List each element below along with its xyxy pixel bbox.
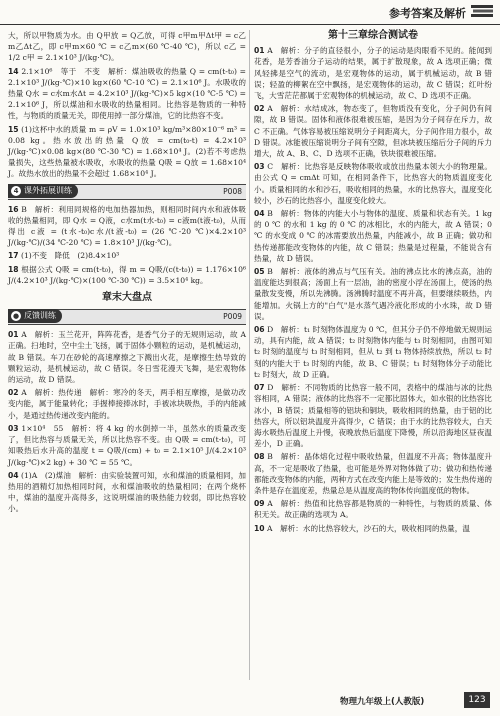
page-header — [0, 0, 500, 25]
answer-item: 02 A 解析：热传递 解析：寒冷的冬天，两手相互摩擦，是做功改变内能，属于能量转化；手握棒接捧冰时，手被冰块吸热，手的内能减小，是通过热传递改变内能的。 — [8, 388, 246, 420]
answer-item: 01 A 解析：玉兰花开，阵阵花香，是香气分子的无规则运动，故 A 正确。扫地时，空中尘土飞扬，属于固体小颗粒的运动，是机械运动，故 B 错误。车刀在砂轮的高速摩擦之下溅出火花，是摩擦生热导致的颗粒运动，是机械运动，故 C 错误。冬日雪花漫天飞舞，是宏观物体的运动，故 D 错误。 — [8, 330, 246, 385]
answer-item: 03 C 解析：比热容是反映物体吸收或放出热量本领大小的物理量。由公式 Q = cmΔt 可知，在相同条件下，比热容大的物质温度变化小。质量相同的水和沙石，吸收相同的热量，水的比热容大，温度变化较小，沙石的比热容小，温度变化较大。 — [254, 162, 492, 205]
answer-item: 03 1×10⁴ 55 解析：将 4 kg 的水倒掉一半，虽然水的质量改变了，但比热容与质量无关，所以比热容不变。由 Q吸 = cm(t-t₀)，可知吸热后水升高的温度 t = Q吸/(cm) + t₀ = 2.1×10⁵ J/(4.2×10³ J/(kg·℃)×2 kg) + 30 ℃ = 55 ℃。 — [8, 423, 246, 467]
answer-item: 09 A 解析：热值和比热容都是物质的一种特性，与物质的质量、体积无关。故正确的选项为 A。 — [254, 499, 492, 520]
left-bottom-items — [8, 329, 246, 514]
answer-item: 02 A 解析：水结成冰，物态变了，但物质没有变化，分子间仍有间隙，故 B 错误。固体和液体很难被压缩，是因为分子间存在斥力，故 C 不正确。气体容易被压缩说明分子间距离大，分子间作用力很小，故 D 错误。冰能被压缩说明分子间有空隙，但冰块被压缩后分子间的斥力增大，故 A、B、C、D 选项不正确，铁块很难被压缩。 — [254, 104, 492, 159]
answer-item: 05 B 解析：液体的沸点与气压有关。油的沸点比水的沸点高，油的温度能达到很高；汤面上有一层油，油的密度小浮在汤面上，使汤的热量散发变慢，所以先沸腾。汤沸腾时温度不再升高，但要继续吸热，内能增加。火锅上方的"白气"是水蒸气遇冷液化形成的小水珠，故 D 错误。 — [254, 267, 492, 321]
column-divider — [249, 30, 250, 680]
answer-item: 15 (1)这杯中水的质量 m = ρV = 1.0×10³ kg/m³×80×10⁻⁶ m³ = 0.08 kg。热水放出的热量 Q放 = cm(t₀-t) = 4.2×10³ J/(kg·℃)×0.08 kg×(80 ℃-30 ℃) = 1.68×10⁴ J。(2)若不考虑热量损失，这些热量被水吸收，水吸收的热量 Q吸 = Q放 = 1.68×10⁴ J。故热水放出的热量不会超过 1.68×10⁴ J。 — [8, 124, 246, 179]
section-badge: 4 课外拓展训练 — [8, 184, 78, 198]
right-column — [254, 30, 492, 536]
answer-item: 04 B 解析：物体的内能大小与物体的温度、质量和状态有关。1 kg 的 0 ℃ 的水和 1 kg 的 0 ℃ 的冰相比，水的内能大，故 A 错误；0 ℃ 的水变成 0 ℃ 的冰需要放出热量，内能减小，故 B 正确；做功和热传递都能改变物体的内能，故 C 错误；热量是过程量，不能说含有热量，故 D 错误。 — [254, 209, 492, 263]
answer-item: 07 D 解析：不同物质的比热容一般不同，表格中的煤油与冰的比热容相同，A 错误；液体的比热容不一定都比固体大，如水银的比热容比冰小，B 错误；质量相等的铝块和铜块，吸收相同的热量，由于铝的比热容大，所以铝块温度升高得少，C 错误；由于水的比热容较大，白天海水吸热后温度上升慢，夜晚放热后温度下降慢，所以沿海地区昼夜温差小，D 正确。 — [254, 383, 492, 449]
page-footer — [340, 692, 490, 710]
answer-item: 06 D 解析：t₁ 时刻物体温度为 0 ℃，但其分子仍不停地做无规则运动，具有内能，故 A 错误；t₂ 时刻物体内能与 t₃ 时刻相同，由图可知 t₂ 时刻的温度与 t₃ 时刻相同，但从 t₂ 到 t₃ 物体持续放热，所以 t₂ 时刻的内能大于 t₃ 时刻的内能，故 B、C 错误；t₁ 时刻物体分子动能比 t₂ 时刻大，故 D 正确。 — [254, 325, 492, 379]
section-page-ref: P008 — [223, 186, 242, 196]
answer-item: 10 A 解析：水的比热容较大，沙石的大，吸收相同的热量，温 — [254, 523, 470, 533]
answer-item: 16 B 解析：利用同规格的电加热器加热，则相同时间内水和液体吸收的热量相同，即 Q水 = Q液，c水m(t水-t₀) = c液m(t液-t₀)，从而得出 c液 = (t水-t₀)c水/(t液-t₀) = (26 ℃-20 ℃)×4.2×10³ J/(kg·℃)/(34 ℃-20 ℃) = 1.8×10³ J/(kg·℃)。 — [8, 204, 246, 248]
answer-item: 18 根据公式 Q吸 = cm(t-t₀)，得 m = Q吸/(c(t-t₀)) = 1.176×10⁶ J/(4.2×10³ J/(kg·℃)×(100 ℃-30 ℃)) = 3.5×10⁴ kg。 — [8, 264, 246, 285]
header-title: 参考答案及解析 — [389, 7, 466, 20]
section-bar-extension — [8, 184, 246, 200]
answer-item: 04 (1)A (2)煤油 解析：由实验装置可知，水和煤油的质量相同，加热用的酒精灯加热相同时间，水和煤油吸收的热量相同；在两个烧杯中，煤油的温度升高得多，这说明煤油的吸热能力较弱，即比热容较小。 — [8, 470, 246, 514]
page-number: 123 — [464, 692, 490, 708]
left-column — [8, 30, 246, 517]
book-stack-icon — [470, 3, 494, 19]
feedback-dot-icon: ● — [12, 312, 20, 321]
answer-item: 01 A 解析：分子的直径很小，分子的运动是肉眼看不见的。能闻到花香，是芳香油分子运动的结果，属于扩散现象，故 A 选项正确；微风轻拂是空气的流动，是宏观物体的运动，属于机械运动，故 B 错误；轻盈的柳絮在空中飘扬，是宏观物体的运动，故 C 错误；红叶纷飞，大雪茫茫都属于宏观物体的机械运动，故 C、D 选项不正确。 — [254, 46, 492, 101]
footer-book-title: 物理九年级上(人教版) — [340, 697, 425, 707]
answer-item: 08 B 解析：晶体熔化过程中吸收热量，但温度不升高；物体温度升高，不一定是吸收了热量，也可能是外界对物体做了功；做功和热传递都能改变物体的内能，两种方式在改变内能上是等效的；发生热传递的条件是存在温度差，热量总是从温度高的物体传向温度低的物体。 — [254, 452, 492, 495]
section-badge: ● 反馈训练 — [8, 309, 62, 323]
section-bar-feedback — [8, 309, 246, 325]
chapter-test-title: 第十三章综合测试卷 — [328, 30, 418, 41]
section-page-ref: P009 — [223, 312, 242, 322]
left-mid-items — [8, 204, 246, 286]
answer-item: 14 2.1×10⁶ 等于 不变 解析：煤油吸收的热量 Q = cm(t-t₀) = 2.1×10³ J/(kg·℃)×10 kg×(60 ℃-10 ℃) = 2.1×10⁶ J。水吸收的热量 Q水 = c水m水Δt = 4.2×10³ J/(kg·℃)×5 kg×(10 ℃-5 ℃) = 2.1×10⁶ J，所以煤油和水吸收的热量相同。比热容是物质的一种特性，与物质的质量无关，即使用掉一部分煤油，它的比热容不变。 — [8, 66, 247, 121]
answer-item: 17 (1)不变 降低 (2)8.4×10³ — [8, 251, 120, 261]
answer-item: 大，所以甲物质为水。由 Q甲放 = Q乙放，可得 c甲m甲Δt甲 = c乙m乙Δt乙，即 c甲m×60 ℃ = c乙m×(60 ℃-40 ℃)，所以 c乙 = 1/2 c甲 = 2.1×10³ J/(kg·℃)。 — [8, 31, 246, 63]
left-top-items — [8, 30, 246, 180]
chapter-summary-title: 章末大盘点 — [102, 292, 152, 304]
